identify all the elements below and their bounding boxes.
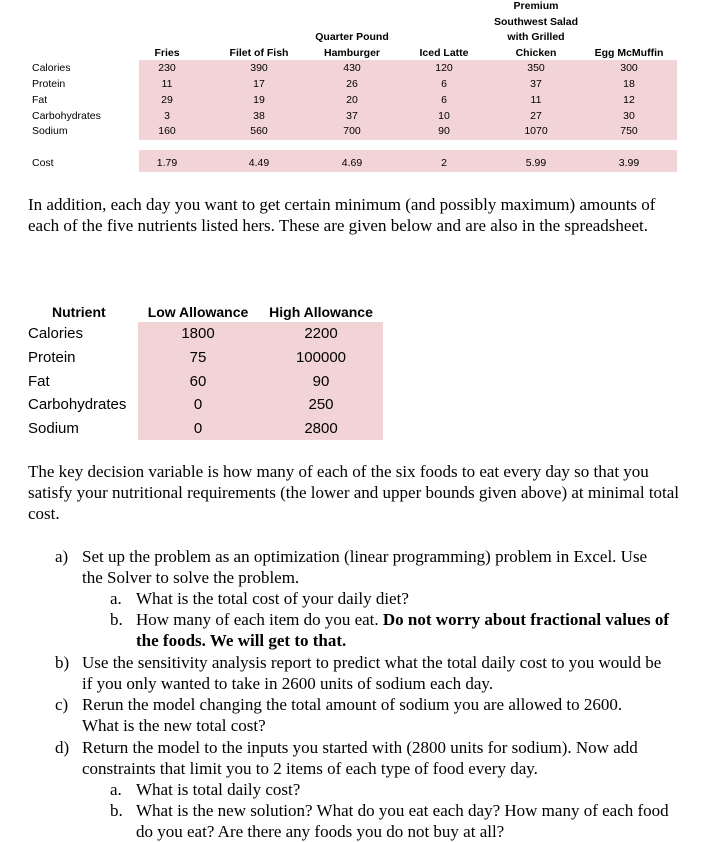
cost-cell: 4.49 <box>248 157 270 169</box>
allowance-low: 1800 <box>181 325 215 342</box>
cell: 90 <box>438 125 450 137</box>
allowance-nutrient-fat: Fat <box>28 373 50 390</box>
question-b-label: b) <box>55 653 70 672</box>
header-quarter-pound-line2: Hamburger <box>323 47 381 59</box>
question-c-text: Rerun the model changing the total amount of sodium you are allowed to 2600. What is the new total cost? <box>82 695 623 735</box>
header-fries: Fries <box>154 47 180 59</box>
allowance-low: 75 <box>189 349 207 366</box>
cell: 1070 <box>524 125 548 137</box>
cell: 560 <box>250 125 268 137</box>
header-salad-line3: with Grilled <box>507 31 565 43</box>
allowance-nutrient-sodium: Sodium <box>28 420 79 437</box>
cell: 430 <box>343 62 361 74</box>
question-a-label: a) <box>55 547 69 566</box>
allowance-high: 2200 <box>304 325 338 342</box>
header-filet-of-fish: Filet of Fish <box>229 47 289 59</box>
allowance-nutrient-carbohydrates: Carbohydrates <box>28 396 127 413</box>
cell: 120 <box>435 62 453 74</box>
cell: 37 <box>530 78 542 90</box>
cell: 29 <box>161 94 173 106</box>
cell: 160 <box>158 125 176 137</box>
question-a-sub-b-label: b. <box>110 610 123 629</box>
cost-cell: 2 <box>441 157 447 169</box>
cell: 12 <box>623 94 635 106</box>
cell: 300 <box>620 62 638 74</box>
row-label-cost: Cost <box>32 157 54 169</box>
cell: 230 <box>158 62 176 74</box>
allowance-low: 0 <box>193 396 203 413</box>
question-a-sub-a-label: a. <box>110 589 122 608</box>
allowance-high: 100000 <box>295 349 347 366</box>
row-label-fat: Fat <box>32 94 48 106</box>
cell: 20 <box>346 94 358 106</box>
intro-paragraph: In addition, each day you want to get certain minimum (and possibly maximum) amounts of each of the five nutrients listed hers. These are given below and are also in the spreadsheet. <box>28 195 656 235</box>
allowance-header-low: Low Allowance <box>147 304 249 320</box>
cell: 390 <box>250 62 268 74</box>
row-label-protein: Protein <box>32 78 66 90</box>
question-a-text: Set up the problem as an optimization (linear programming) problem in Excel. Use the Solver to solve the problem. <box>82 547 648 587</box>
row-label-carbohydrates: Carbohydrates <box>32 110 101 122</box>
allowance-nutrient-calories: Calories <box>28 325 84 342</box>
cell: 3 <box>164 110 170 122</box>
cell: 11 <box>530 94 542 106</box>
header-salad-line4: Chicken <box>515 47 557 59</box>
question-d-text: Return the model to the inputs you started with (2800 units for sodium). Now add constraints that limit you to 2 items of each type of food every day. <box>82 738 638 778</box>
question-a-sub-b-text <box>136 609 676 651</box>
cell: 11 <box>161 78 173 90</box>
decision-paragraph: The key decision variable is how many of each of the six foods to eat every day so that you satisfy your nutritional requirements (the lower and upper bounds given above) at minimal total cost. <box>28 462 680 523</box>
allowance-header-nutrient: Nutrient <box>52 304 106 320</box>
cell: 10 <box>438 110 450 122</box>
allowance-nutrient-protein: Protein <box>28 349 76 366</box>
cell: 27 <box>530 110 542 122</box>
question-d-sub-a-label: a. <box>110 780 122 799</box>
cell: 17 <box>253 78 265 90</box>
question-a-sub-b-bold: Do not worry about fractional values of the foods. We will get to that. <box>136 610 670 650</box>
cost-cell: 5.99 <box>525 157 547 169</box>
cost-cell: 4.69 <box>341 157 363 169</box>
cell: 6 <box>441 94 447 106</box>
question-d-sub-b-text: What is the new solution? What do you eat each day? How many of each food do you eat? Are there any foods you do not buy at all? <box>136 801 669 841</box>
header-quarter-pound-line1: Quarter Pound <box>315 31 389 43</box>
header-salad-line2: Southwest Salad <box>493 16 579 28</box>
cell: 38 <box>253 110 265 122</box>
cost-cell: 1.79 <box>156 157 178 169</box>
question-d-sub-b-label: b. <box>110 801 123 820</box>
question-c-label: c) <box>55 695 69 714</box>
question-d-label: d) <box>55 738 70 757</box>
row-label-calories: Calories <box>32 62 71 74</box>
cell: 37 <box>346 110 358 122</box>
cell: 19 <box>253 94 265 106</box>
allowance-header-high: High Allowance <box>269 304 373 320</box>
cell: 350 <box>527 62 545 74</box>
question-d-sub-a-text: What is total daily cost? <box>136 780 301 799</box>
allowance-high: 250 <box>308 396 334 413</box>
allowance-high: 90 <box>312 373 330 390</box>
cell: 700 <box>343 125 361 137</box>
question-a-sub-b-plain: How many of each item do you eat. <box>136 610 383 629</box>
cost-cell: 3.99 <box>618 157 640 169</box>
allowance-high: 2800 <box>304 420 338 437</box>
cell: 750 <box>620 125 638 137</box>
cell: 6 <box>441 78 447 90</box>
header-egg-mcmuffin: Egg McMuffin <box>594 47 664 59</box>
header-iced-latte: Iced Latte <box>419 47 469 59</box>
cell: 30 <box>623 110 635 122</box>
question-a-sub-a-text: What is the total cost of your daily diet? <box>136 589 409 608</box>
header-salad-line1: Premium <box>513 0 559 12</box>
question-b-text: Use the sensitivity analysis report to predict what the total daily cost to you would be if you only wanted to take in 2600 units of sodium each day. <box>82 653 662 693</box>
allowance-low: 60 <box>189 373 207 390</box>
cell: 26 <box>346 78 358 90</box>
row-label-sodium: Sodium <box>32 125 68 137</box>
allowance-low: 0 <box>193 420 203 437</box>
cell: 18 <box>623 78 635 90</box>
